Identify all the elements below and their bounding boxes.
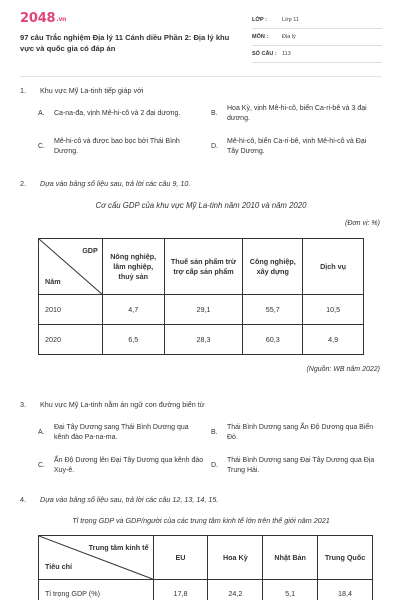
option-text: Thái Bình Dương sang Đại Tây Dương qua Địa Trung Hải. [227, 457, 375, 474]
table-cell: 18,4 [318, 580, 373, 600]
table-cell: 28,3 [164, 325, 243, 355]
column-header: Công nghiệp, xây dựng [243, 239, 303, 295]
option-text: Đại Tây Dương sang Thái Bình Dương qua kênh đào Pa-na-ma. [54, 424, 189, 441]
question-text: Dựa vào bảng số liệu sau, trả lời các câu 12, 13, 14, 15. [40, 495, 219, 504]
corner-top-label: GDP [82, 246, 98, 255]
meta-value: Lớp 11 [282, 17, 299, 23]
meta-key: LỚP : [252, 17, 267, 23]
corner-bottom-label: Tiêu chí [45, 562, 73, 571]
option-letter: C. [38, 462, 45, 469]
site-logo[interactable]: 2048.vn [20, 11, 67, 26]
option-text: Thái Bình Dương sang Ấn Độ Dương qua Biển Đỏ. [227, 424, 374, 441]
option-letter: A. [38, 110, 45, 117]
table-cell: 55,7 [243, 295, 303, 325]
meta-row-count [252, 46, 382, 63]
table-cell: 4,9 [303, 325, 364, 355]
option-text: Ấn Độ Dương lên Đại Tây Dương qua kênh đào Xuy-ê. [54, 457, 204, 474]
table-cell: 29,1 [164, 295, 243, 325]
meta-value: 113 [282, 51, 291, 57]
meta-value: Địa lý [282, 34, 296, 40]
table-row [39, 325, 364, 355]
table-header-row [39, 239, 364, 295]
question-text: Khu vực Mỹ La-tinh tiếp giáp với [40, 86, 144, 95]
table-cell: 4,7 [102, 295, 164, 325]
row-label: 2010 [39, 295, 103, 325]
question-number: 4. [20, 495, 26, 504]
row-label: Tỉ trọng GDP (%) [39, 580, 154, 600]
corner-top-label: Trung tâm kinh tế [88, 543, 149, 552]
table-cell: 17,8 [153, 580, 208, 600]
question-number: 3. [20, 400, 26, 409]
meta-key: MÔN : [252, 34, 269, 40]
table-row [39, 580, 373, 600]
header-divider [20, 76, 382, 77]
question-text: Dựa vào bảng số liệu sau, trả lời các câu 9, 10. [40, 179, 191, 188]
corner-bottom-label: Năm [45, 277, 61, 286]
question-text: Khu vực Mỹ La-tinh nằm án ngữ con đường biển từ [40, 400, 205, 409]
gdp-structure-table [38, 238, 364, 355]
page-header [0, 0, 400, 64]
meta-key: SỐ CÂU : [252, 51, 277, 57]
option-letter: B. [211, 110, 218, 117]
column-header: Dịch vụ [303, 239, 364, 295]
option-letter: A. [38, 429, 45, 436]
table-caption: Tỉ trọng GDP và GDP/người của các trung tâm kinh tế lớn trên thế giới năm 2021 [72, 516, 330, 525]
column-header: Hoa Kỳ [208, 536, 263, 580]
row-label: 2020 [39, 325, 103, 355]
meta-row-subject [252, 29, 382, 46]
option-letter: C. [38, 143, 45, 150]
column-header: Nông nghiệp, lâm nghiệp, thuỷ sản [102, 239, 164, 295]
question-number: 1. [20, 86, 26, 95]
table-row [39, 295, 364, 325]
economic-centers-table [38, 535, 373, 600]
meta-row-class [252, 12, 382, 29]
column-header: Trung Quốc [318, 536, 373, 580]
option-letter: D. [211, 462, 218, 469]
table-unit: (Đơn vị: %) [345, 220, 380, 227]
column-header: EU [153, 536, 208, 580]
table-corner-cell [39, 536, 154, 580]
option-letter: D. [211, 143, 218, 150]
table-cell: 6,5 [102, 325, 164, 355]
table-cell: 5,1 [263, 580, 318, 600]
table-corner-cell [39, 239, 103, 295]
column-header: Thuế sản phẩm trừ trợ cấp sản phẩm [164, 239, 243, 295]
table-source: (Nguồn: WB năm 2022) [306, 366, 380, 373]
table-cell: 10,5 [303, 295, 364, 325]
option-text: Hoa Kỳ, vịnh Mê-hi-cô, biển Ca-ri-bê và 3 đại dương. [227, 105, 367, 122]
table-cell: 24,2 [208, 580, 263, 600]
option-text: Mê-hi-cô và được bao bọc bởi Thái Bình Dương. [54, 138, 180, 155]
meta-info [252, 12, 382, 63]
option-letter: B. [211, 429, 218, 436]
table-header-row [39, 536, 373, 580]
table-caption: Cơ cấu GDP của khu vực Mỹ La-tinh năm 2010 và năm 2020 [95, 201, 307, 210]
option-text: Mê-hi-cô, biển Ca-ri-bê, vịnh Mê-hi-cô và Đại Tây Dương. [227, 138, 367, 155]
table-cell: 60,3 [243, 325, 303, 355]
question-number: 2. [20, 179, 26, 188]
column-header: Nhật Bản [263, 536, 318, 580]
option-text: Ca-na-đa, vịnh Mê-hi-cô và 2 đại dương. [54, 110, 181, 117]
document-title: 97 câu Trắc nghiệm Địa lý 11 Cánh diều Phần 2: Địa lý khu vực và quốc gia có đáp án [20, 33, 230, 53]
